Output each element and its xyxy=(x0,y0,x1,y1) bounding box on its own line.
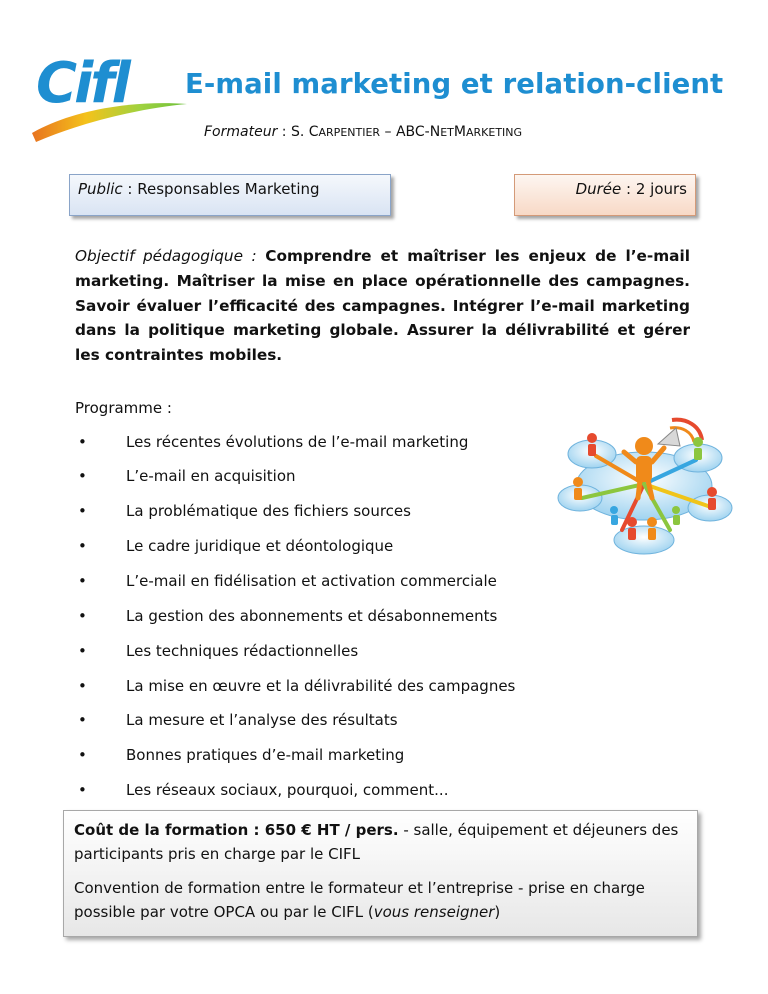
logo-text: Cifl xyxy=(36,51,128,116)
bullet-icon: • xyxy=(78,642,87,660)
objective-text: Comprendre et maîtriser les enjeux de l’e-mail marketing. Maîtriser la mise en place opérationnelle des campagnes. Savoir évaluer l’efficacité des campagnes. Intégrer l’e-mail marketing dans la politique marketing globale. Assurer la délivrabilité et gérer les contraintes mobiles. xyxy=(75,247,690,365)
programme-item-text: Les techniques rédactionnelles xyxy=(126,642,359,660)
programme-item-text: Le cadre juridique et déontologique xyxy=(126,537,394,555)
public-value: Responsables Marketing xyxy=(137,180,320,198)
convention-link[interactable]: vous renseigner xyxy=(373,903,495,921)
trainer-label: Formateur xyxy=(204,124,278,140)
convention-paragraph xyxy=(74,876,687,924)
cifl-logo xyxy=(22,30,194,148)
bullet-icon: • xyxy=(78,467,87,485)
objective-label: Objectif pédagogique : xyxy=(75,247,257,265)
programme-label: Programme : xyxy=(75,399,172,417)
duree-box xyxy=(514,174,696,216)
cost-paragraph xyxy=(74,818,687,866)
programme-item-text: La mesure et l’analyse des résultats xyxy=(126,711,398,729)
public-label: Public xyxy=(78,180,123,198)
programme-item-text: La gestion des abonnements et désabonnements xyxy=(126,607,498,625)
duree-value: 2 jours xyxy=(635,180,687,198)
trainer-sep: : xyxy=(277,124,291,140)
bullet-icon: • xyxy=(78,502,87,520)
trainer-dash: – xyxy=(380,124,396,140)
public-sep: : xyxy=(122,180,138,198)
trainer-line xyxy=(204,124,522,140)
programme-item-text: Les réseaux sociaux, pourquoi, comment... xyxy=(126,781,449,799)
bullet-icon: • xyxy=(78,607,87,625)
trainer-org-part3: M xyxy=(453,124,466,140)
programme-item-text: La mise en œuvre et la délivrabilité des campagnes xyxy=(126,677,516,695)
trainer-org-part2: ET xyxy=(440,126,454,139)
programme-item-text: Bonnes pratiques d’e-mail marketing xyxy=(126,746,405,764)
bullet-icon: • xyxy=(78,781,87,799)
convention-text: Convention de formation entre le formateur et l’entreprise - prise en charge possible par votre OPCA ou par le CIFL ( xyxy=(74,879,645,921)
cost-label: Coût de la formation : 650 € HT / pers. xyxy=(74,821,399,839)
cost-text: - salle, équipement et déjeuners des participants pris en charge par le CIFL xyxy=(74,821,679,863)
bullet-icon: • xyxy=(78,537,87,555)
duree-label: Durée xyxy=(575,180,622,198)
bullet-icon: • xyxy=(78,746,87,764)
programme-item-text: L’e-mail en acquisition xyxy=(126,467,296,485)
trainer-org-part1: ABC-N xyxy=(395,124,441,140)
trainer-name-initial: S. C xyxy=(290,124,319,140)
trainer-name-rest: ARPENTIER xyxy=(318,126,381,139)
objective-paragraph xyxy=(75,244,690,368)
social-network-people-icon xyxy=(552,398,734,560)
trainer-org-part4: ARKETING xyxy=(465,126,523,139)
bullet-icon: • xyxy=(78,572,87,590)
programme-item-text: L’e-mail en fidélisation et activation commerciale xyxy=(126,572,497,590)
cost-box xyxy=(63,810,698,937)
bullet-icon: • xyxy=(78,711,87,729)
public-box xyxy=(69,174,391,216)
bullet-icon: • xyxy=(78,677,87,695)
programme-item-text: La problématique des fichiers sources xyxy=(126,502,411,520)
programme-item-text: Les récentes évolutions de l’e-mail marketing xyxy=(126,433,469,451)
page-title: E-mail marketing et relation-client xyxy=(185,68,724,100)
convention-end: ) xyxy=(494,903,501,921)
bullet-icon: • xyxy=(78,433,87,451)
duree-sep: : xyxy=(621,180,636,198)
